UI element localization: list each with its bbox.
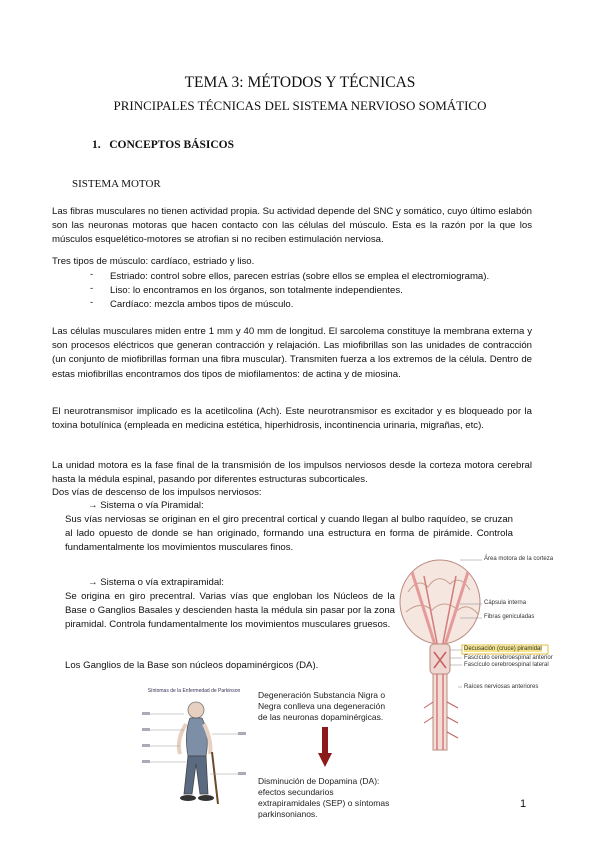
label-area-motora: Área motora de la corteza	[484, 556, 554, 562]
page-title: TEMA 3: MÉTODOS Y TÉCNICAS	[184, 74, 416, 91]
piramidal-heading: → Sistema o vía Piramidal:	[88, 500, 204, 511]
parkinson-patient-illustration	[140, 694, 248, 824]
paragraph-fibras: Las fibras musculares no tienen actividad propia. Su actividad depende del SNC y somático, cuyo último eslabón son las neuronas motoras que hacen contacto con las células del músculo. Esta es la razón por la que los músculos esquelético-motores se atrofian si no reciben estimulación nerviosa.	[52, 206, 532, 246]
extrapiramidal-text: Se origina en giro precentral. Varias vías que engloban los Núcleos de la Base o Ganglios Basales y descienden hasta la médula sin pasar por la zona piramidal. Controla fundamentalmente los movimientos musculares gruesos.	[65, 591, 395, 631]
list-dash: -	[90, 297, 94, 308]
paragraph-unidad-motora: La unidad motora es la fase final de la transmisión de los impulsos nerviosos desde la corteza motora cerebral hasta la médula espinal, pasando por diferentes estructuras subcorticales.	[52, 460, 532, 486]
muscle-types-intro: Tres tipos de músculo: cardíaco, estriado y liso.	[52, 256, 255, 267]
list-item: Estriado: control sobre ellos, parecen estrías (sobre ellos se emplea el electromiograma).	[110, 271, 490, 282]
page-subtitle: PRINCIPALES TÉCNICAS DEL SISTEMA NERVIOSO SOMÁTICO	[113, 98, 487, 113]
list-item: Liso: lo encontramos en los órganos, son totalmente independientes.	[110, 285, 403, 296]
paragraph-celulas: Las células musculares miden entre 1 mm y 40 mm de longitud. El sarcolema constituye la membrana externa y son procesos eléctricos que generan contracción y relajación. Las miofibrillas son las unidades de contracción (un conjunto de miofibrillas forman una fibra muscular). Transmiten fuerza a los extremos de la célula. Dentro de estas miofibrillas encontramos dos tipos de miofilamentos: de actina y de miosina.	[52, 326, 532, 380]
basal-ganglia-text: Los Ganglios de la Base son núcleos dopaminérgicos (DA).	[65, 660, 319, 671]
section-heading	[92, 139, 234, 151]
degeneration-box: Degeneración Substancia Nigra o Negra conlleva una degeneración de las neuronas dopaminérgicas.	[258, 690, 386, 722]
label-fibras-geniculadas: Fibras geniculadas	[484, 614, 535, 620]
paragraph-neurotransmisor: El neurotransmisor implicado es la acetilcolina (Ach). Este neurotransmisor es excitador y es bloqueado por la toxina botulínica (empleada en medicina estética, hiperhidrosis, incontinencia urinaria, migrañas, etc).	[52, 406, 532, 432]
label-fasciculo-anterior: Fascículo cerebroespinal anterior	[464, 655, 553, 661]
list-dash: -	[90, 283, 94, 294]
parkinson-figure-header: Síntomas de la Enfermedad de Parkinson	[147, 688, 241, 694]
page-number: 1	[520, 798, 527, 810]
subsection-heading: SISTEMA MOTOR	[72, 178, 161, 190]
pathways-intro: Dos vías de descenso de los impulsos nerviosos:	[52, 487, 262, 498]
dopamine-box: Disminución de Dopamina (DA): efectos secundarios extrapiramidales (SEP) o síntomas parkinsonianos.	[258, 776, 390, 819]
extrapiramidal-heading: → Sistema o vía extrapiramidal:	[88, 577, 224, 588]
section-title: CONCEPTOS BÁSICOS	[109, 139, 234, 151]
down-arrow-icon	[318, 727, 332, 767]
list-item: Cardíaco: mezcla ambos tipos de músculo.	[110, 299, 294, 310]
pyramidal-tract-figure	[398, 552, 568, 752]
label-decusacion: Decusación (cruce) piramidal	[464, 646, 542, 652]
label-capsula-interna: Cápsula interna	[484, 600, 527, 606]
piramidal-text: Sus vías nerviosas se originan en el giro precentral cortical y cuando llegan al bulbo raquídeo, se cruzan al lado opuesto de donde se han originado, formando una estructura en forma de pirámide. Controla fundamentalmente los movimientos musculares finos.	[65, 514, 513, 554]
pyramidal-tract-illustration	[398, 552, 568, 752]
list-dash: -	[90, 269, 94, 280]
section-number: 1.	[92, 139, 101, 151]
parkinson-figure	[140, 686, 248, 822]
label-raices: Raíces nerviosas anteriores	[464, 684, 539, 690]
label-fasciculo-lateral: Fascículo cerebroespinal lateral	[464, 662, 549, 668]
